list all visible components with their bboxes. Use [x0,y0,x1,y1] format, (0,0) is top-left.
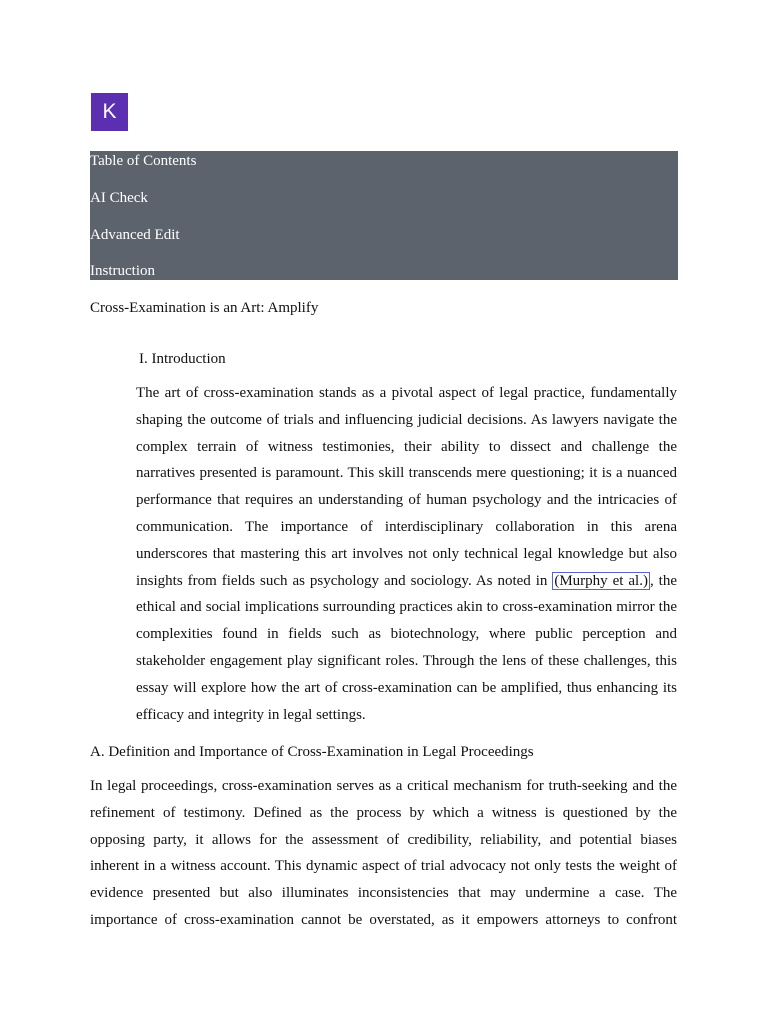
menu-item-instruction[interactable]: Instruction [90,263,155,279]
logo-letter: K [102,100,117,123]
citation-trail-text: , the [649,572,677,589]
citation-lead-text: insights from fields such as psychology and sociology. As noted in [136,572,548,589]
paragraph-line: inherent in a witness account. This dynamic aspect of trial advocacy not only tests the weight of [90,858,677,875]
paragraph-line: shaping the outcome of trials and influencing judicial decisions. As lawyers navigate the [136,411,677,428]
paragraph-line: communication. The importance of interdisciplinary collaboration in this arena [136,518,677,535]
menu-item-table-of-contents[interactable]: Table of Contents [90,153,197,169]
document-menu [90,151,678,280]
paragraph-line: essay will explore how the art of cross-examination can be amplified, thus enhancing its [136,679,677,696]
app-logo[interactable] [91,93,128,131]
menu-item-ai-check[interactable]: AI Check [90,190,148,206]
subsection-heading-definition: A. Definition and Importance of Cross-Examination in Legal Proceedings [90,744,534,760]
paragraph-line: evidence presented but also illuminates inconsistencies that may undermine a case. The [90,885,677,902]
paragraph-line: complex terrain of witness testimonies, their ability to dissect and challenge the [136,438,677,455]
introduction-paragraph [136,380,677,728]
paragraph-line: stakeholder engagement play significant roles. Through the lens of these challenges, this [136,652,677,669]
document-title: Cross-Examination is an Art: Amplify [90,300,319,316]
paragraph-line: underscores that mastering this art involves not only technical legal knowledge but also [136,545,677,562]
paragraph-line: opposing party, it allows for the assessment of credibility, reliability, and potential biases [90,831,677,848]
paragraph-line: ethical and social implications surrounding practices akin to cross-examination mirror the [136,599,677,616]
paragraph-line: narratives presented is paramount. This skill transcends mere questioning; it is a nuanced [136,465,677,482]
paragraph-line: importance of cross-examination cannot be overstated, as it empowers attorneys to confront [90,911,677,928]
menu-item-advanced-edit[interactable]: Advanced Edit [90,227,180,243]
citation-link[interactable]: (Murphy et al.) [554,572,648,589]
paragraph-line: The art of cross-examination stands as a pivotal aspect of legal practice, fundamentally [136,385,677,401]
paragraph-line: In legal proceedings, cross-examination serves as a critical mechanism for truth-seeking and the [90,778,677,794]
paragraph-line: complexities found in fields such as biotechnology, where public perception and [136,626,677,643]
paragraph-line: refinement of testimony. Defined as the process by which a witness is questioned by the [90,804,677,821]
section-heading-introduction: I. Introduction [139,351,226,367]
paragraph-line: efficacy and integrity in legal settings. [136,706,366,723]
paragraph-line-with-citation [136,568,677,595]
definition-paragraph [90,773,677,934]
paragraph-line: performance that requires an understanding of human psychology and the intricacies of [136,492,677,509]
